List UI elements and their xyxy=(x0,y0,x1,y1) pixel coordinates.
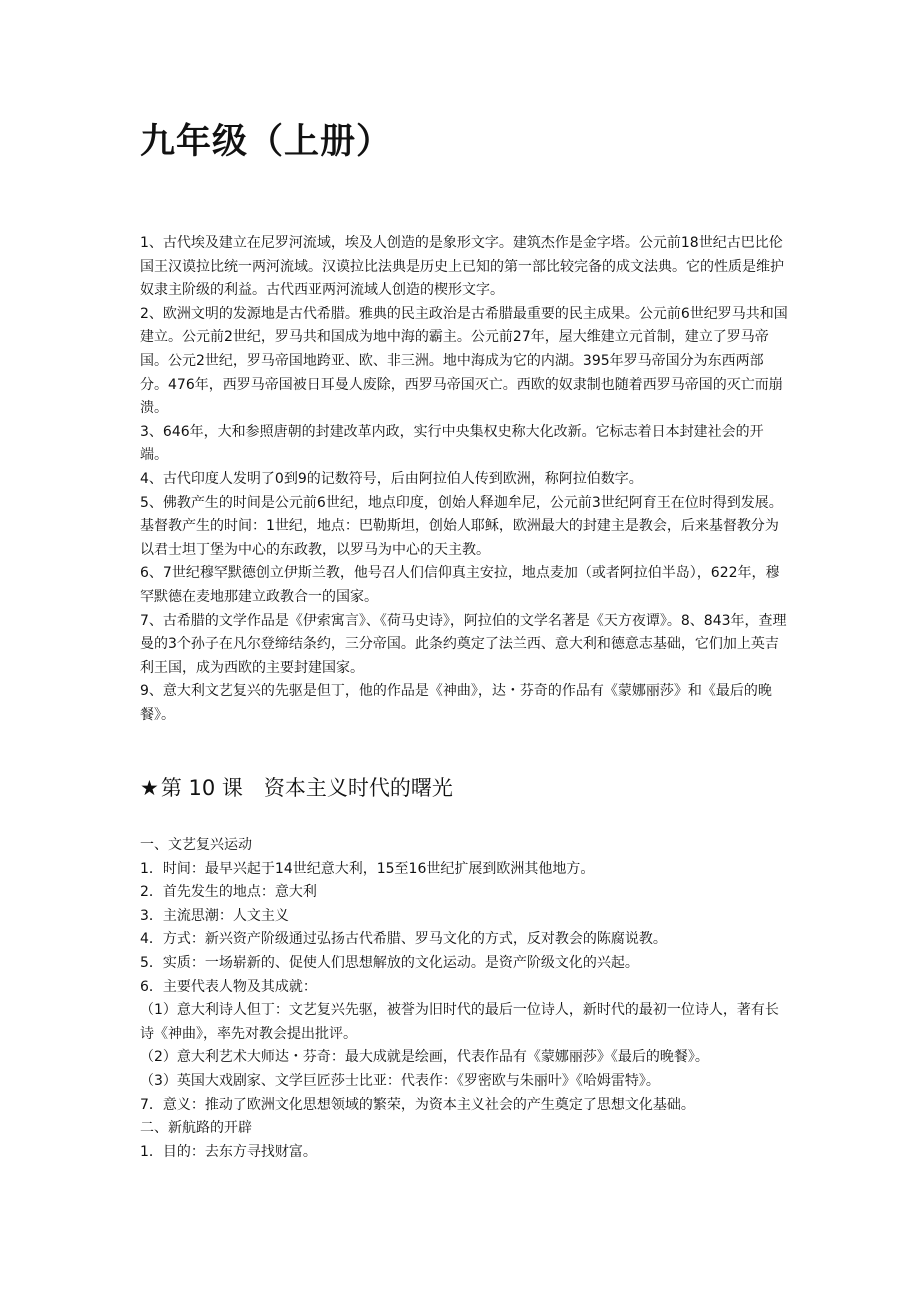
note-paragraph-2: 2、欧洲文明的发源地是古代希腊。雅典的民主政治是古希腊最重要的民主成果。公元前6世纪罗马共和国建立。公元前2世纪，罗马共和国成为地中海的霸主。公元前27年，屋大维建立元首制，建立了罗马帝国。公元2世纪，罗马帝国地跨亚、欧、非三洲。地中海成为它的内湖。395年罗马帝国分为东西两部分。476年，西罗马帝国被日耳曼人废除，西罗马帝国灭亡。西欧的奴隶制也随着西罗马帝国的灭亡而崩溃。 xyxy=(140,305,788,417)
note-paragraph-1: 1、古代埃及建立在尼罗河流域，埃及人创造的是象形文字。建筑杰作是金字塔。公元前18世纪古巴比伦国王汉谟拉比统一两河流域。汉谟拉比法典是历史上已知的第一部比较完备的成文法典。它的性质是维护奴隶主阶级的利益。古代西亚两河流域人创造的楔形文字。 xyxy=(140,235,784,299)
lesson-line: 1．时间：最早兴起于14世纪意大利，15至16世纪扩展到欧洲其他地方。 xyxy=(140,860,595,877)
note-paragraph-6: 6、7世纪穆罕默德创立伊斯兰教，他号召人们信仰真主安拉，地点麦加（或者阿拉伯半岛），622年，穆罕默德在麦地那建立政教合一的国家。 xyxy=(140,565,780,605)
note-paragraph-3: 3、646年，大和参照唐朝的封建改革内政，实行中央集权史称大化改新。它标志着日本封建社会的开端。 xyxy=(140,423,764,464)
note-paragraph-4: 4、古代印度人发明了0到9的记数符号，后由阿拉伯人传到欧洲，称阿拉伯数字。 xyxy=(140,470,643,487)
lesson-line: （3）英国大戏剧家、文学巨匠莎士比亚：代表作：《罗密欧与朱丽叶》《哈姆雷特》。 xyxy=(140,1072,660,1089)
lesson-line: 1．目的：去东方寻找财富。 xyxy=(140,1143,317,1160)
note-paragraph-9: 9、意大利文艺复兴的先驱是但丁，他的作品是《神曲》，达・芬奇的作品有《蒙娜丽莎》和《最后的晚餐》。 xyxy=(140,683,772,723)
lesson-line: （2）意大利艺术大师达・芬奇：最大成就是绘画，代表作品有《蒙娜丽莎》《最后的晚餐》。 xyxy=(140,1049,709,1066)
star-icon: ★ xyxy=(140,776,159,800)
lesson-line: 4．方式：新兴资产阶级通过弘扬古代希腊、罗马文化的方式，反对教会的陈腐说教。 xyxy=(140,931,667,948)
lesson-line: 5．实质：一场崭新的、促使人们思想解放的文化运动。是资产阶级文化的兴起。 xyxy=(140,954,639,971)
lesson-line: （1）意大利诗人但丁：文艺复兴先驱，被誉为旧时代的最后一位诗人，新时代的最初一位诗人，著有长诗《神曲》，率先对教会提出批评。 xyxy=(140,1002,779,1042)
note-paragraph-5: 5、佛教产生的时间是公元前6世纪，地点印度，创始人释迦牟尼，公元前3世纪阿育王在位时得到发展。基督教产生的时间：1世纪，地点：巴勒斯坦，创始人耶稣，欧洲最大的封建主是教会，后来基督教分为以君士坦丁堡为中心的东政教，以罗马为中心的天主教。 xyxy=(140,494,783,558)
subsection-heading-renaissance: 一、文艺复兴运动 xyxy=(140,837,252,853)
history-notes-section xyxy=(140,232,790,727)
lesson-content-section xyxy=(140,834,790,1164)
note-paragraph-7: 7、古希腊的文学作品是《伊索寓言》、《荷马史诗》，阿拉伯的文学名著是《天方夜谭》。8、843年，查理曼的3个孙子在凡尔登缔结条约，三分帝国。此条约奠定了法兰西、意大利和德意志基础，它们加上英吉利王国，成为西欧的主要封建国家。 xyxy=(140,612,787,676)
subsection-heading-new-routes: 二、新航路的开辟 xyxy=(140,1120,252,1137)
lesson-line: 3．主流思潮：人文主义 xyxy=(140,907,289,924)
lesson-line: 7．意义：推动了欧洲文化思想领域的繁荣，为资本主义社会的产生奠定了思想文化基础。 xyxy=(140,1096,695,1113)
lesson-title: 第 10 课 资本主义时代的曙光 xyxy=(160,776,453,800)
lesson-heading xyxy=(140,772,453,804)
document-title: 九年级（上册） xyxy=(140,122,393,162)
lesson-line: 2．首先发生的地点：意大利 xyxy=(140,884,317,901)
lesson-line: 6．主要代表人物及其成就： xyxy=(140,978,317,995)
